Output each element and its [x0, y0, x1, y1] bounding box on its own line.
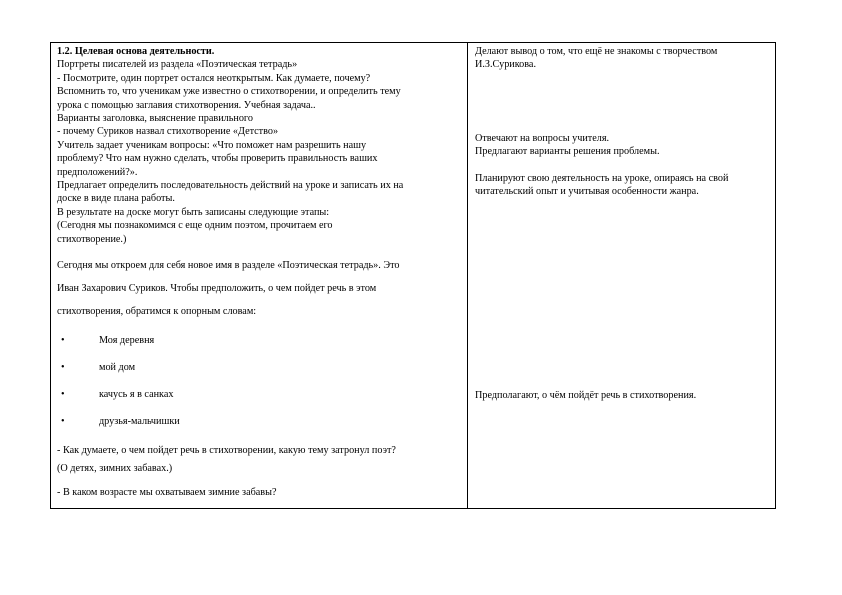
text-line: Предполагают, о чём пойдёт речь в стихотворения.: [475, 390, 697, 402]
keyword-list-item: [57, 381, 463, 408]
text-line: предположений?».: [57, 166, 138, 178]
lesson-table: [50, 42, 776, 509]
text-line: Предлагают варианты решения проблемы.: [475, 146, 660, 158]
text-line: - Посмотрите, один портрет остался неоткрытым. Как думаете, почему?: [57, 72, 371, 84]
bullet-icon: •: [61, 389, 65, 401]
text-line: Иван Захарович Суриков. Чтобы предположить, о чем пойдет речь в этом: [57, 283, 377, 295]
text-line: урока с помощью заглавия стихотворения. Учебная задача..: [57, 99, 316, 111]
text-line: Вспомнить то, что ученикам уже известно о стихотворении, и определить тему: [57, 86, 401, 98]
text-line: Планируют свою деятельность на уроке, опираясь на свой: [475, 172, 729, 184]
keyword-text: мой дом: [99, 362, 136, 374]
text-line: читательский опыт и учитывая особенности жанра.: [475, 186, 699, 198]
text-line: Сегодня мы откроем для себя новое имя в разделе «Поэтическая тетрадь». Это: [57, 260, 400, 272]
text-line: Варианты заголовка, выяснение правильного: [57, 113, 253, 125]
text-line: - В каком возрасте мы охватываем зимние забавы?: [57, 486, 277, 498]
section-heading: 1.2. Целевая основа деятельности.: [57, 46, 215, 57]
column-divider: [467, 43, 468, 508]
keyword-text: друзья-мальчишки: [99, 416, 180, 428]
keyword-list-item: [57, 327, 463, 354]
bullet-icon: •: [61, 416, 65, 428]
text-line: - Как думаете, о чем пойдет речь в стихотворении, какую тему затронул поэт?: [57, 445, 396, 457]
keyword-list-item: [57, 408, 463, 435]
text-line: Делают вывод о том, что ещё не знакомы с творчеством: [475, 46, 718, 57]
text-line: - почему Суриков назвал стихотворение «Детство»: [57, 126, 279, 138]
text-line: стихотворения, обратимся к опорным словам:: [57, 306, 257, 318]
teacher-activity-column: [57, 45, 463, 499]
bullet-icon: •: [61, 335, 65, 347]
text-line: проблему? Что нам нужно сделать, чтобы проверить правильность ваших: [57, 153, 378, 165]
text-line: доске в виде плана работы.: [57, 193, 175, 205]
text-line: И.З.Сурикова.: [475, 59, 537, 71]
text-line: В результате на доске могут быть записаны следующие этапы:: [57, 206, 330, 218]
text-line: (О детях, зимних забавах.): [57, 463, 173, 475]
keyword-text: Моя деревня: [99, 335, 155, 347]
student-activity-column: [475, 45, 771, 403]
text-line: Предлагает определить последовательность действий на уроке и записать их на: [57, 180, 404, 192]
text-line: (Сегодня мы познакомимся с еще одним поэтом, прочитаем его: [57, 220, 333, 232]
keyword-list-item: [57, 354, 463, 381]
keyword-text: качусь я в санках: [99, 389, 174, 401]
text-line: Отвечают на вопросы учителя.: [475, 132, 610, 144]
bullet-icon: •: [61, 362, 65, 374]
text-line: Портреты писателей из раздела «Поэтическая тетрадь»: [57, 59, 298, 71]
text-line: стихотворение.): [57, 233, 127, 245]
text-line: Учитель задает ученикам вопросы: «Что поможет нам разрешить нашу: [57, 139, 367, 151]
